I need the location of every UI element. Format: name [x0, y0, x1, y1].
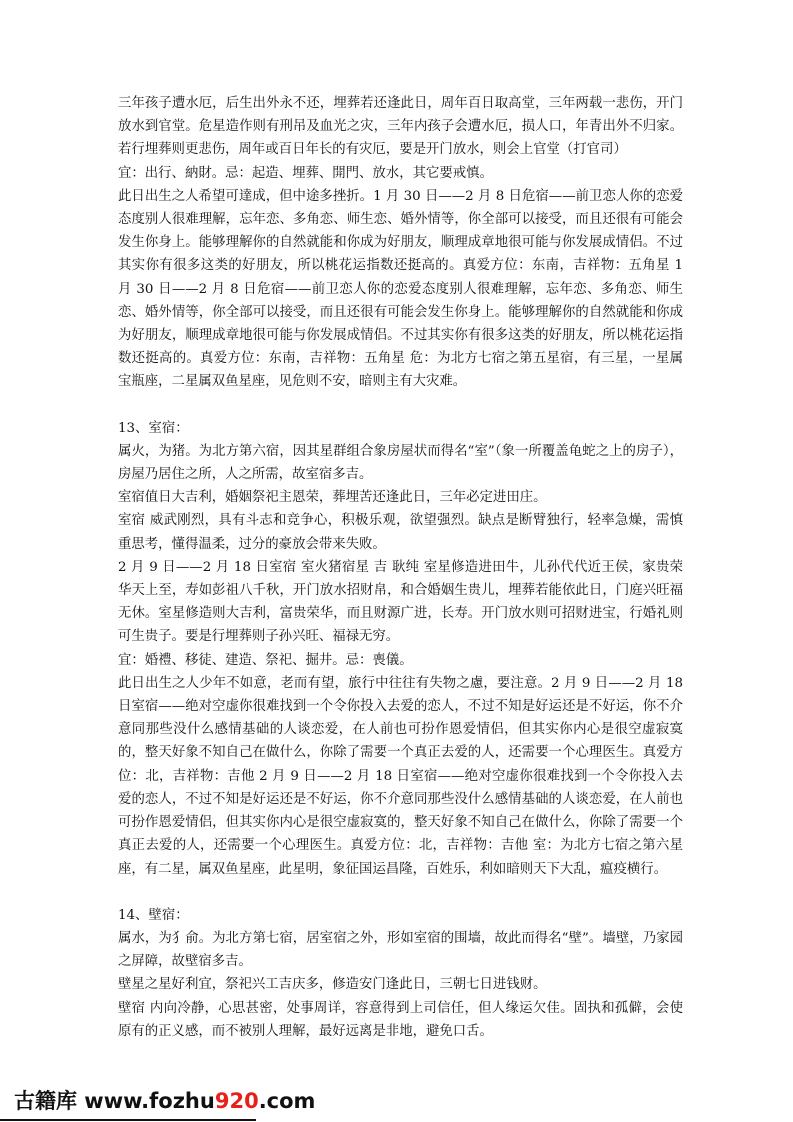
paragraph: 壁星之星好利宜，祭祀兴工吉庆多，修造安门逢此日，三朝七日进钱财。: [118, 977, 547, 993]
paragraph: 宜：出行、納財。忌：起造、埋葬、開門、放水，其它要戒慎。: [118, 165, 493, 181]
watermark-suffix: .com: [258, 1089, 316, 1113]
document-body: [118, 92, 683, 1043]
paragraph: 室宿 威武刚烈，具有斗志和竞争心，积极乐观，欲望强烈。缺点是断臂独行，轻率急燥，需慎重思考，懂得温柔，过分的豪放会带来失败。: [118, 513, 683, 552]
footer-underline: [0, 1119, 256, 1121]
paragraph: 室宿值日大吉利，婚姻祭祀主恩荣，葬埋苦还逢此日，三年必定进田庄。: [118, 490, 547, 506]
paragraph: 宜：婚禮、移徒、建造、祭祀、掘井。忌：喪儀。: [118, 652, 413, 668]
watermark-number: 920: [214, 1089, 259, 1113]
paragraph: 2 月 9 日——2 月 18 日室宿 室火猪宿星 吉 耿纯 室星修造进田牛，儿孙代代近王侯，家贵荣华天上至，寿如彭祖八千秋，开门放水招财帛，和合婚姻生贵儿，埋葬若能依此日，门庭兴旺福无休。室星修造则大吉利，富贵荣华，而且财源广进，长寿。开门放水则可招财进宝，行婚礼则可生贵子。要是行埋葬则子孙兴旺、福禄无穷。: [118, 559, 683, 645]
section-heading: 14、壁宿：: [118, 907, 189, 923]
paragraph: 属水，为犭俞。为北方第七宿，居室宿之外，形如室宿的围墙，故此而得名“壁”。墙壁，乃家园之屏障，故壁宿多吉。: [118, 930, 683, 970]
paragraph-spacer: [118, 881, 683, 904]
section-heading: 13、室宿：: [118, 420, 189, 436]
site-watermark: [14, 1087, 315, 1115]
paragraph: 属火，为猪。为北方第六宿，因其星群组合象房屋状而得名“室”（象一所覆盖龟蛇之上的房子），房屋乃居住之所，人之所需，故室宿多吉。: [118, 443, 683, 483]
watermark-prefix: 古籍库 www.fozhu: [14, 1089, 215, 1113]
paragraph-spacer: [118, 394, 683, 417]
paragraph: 此日出生之人少年不如意，老而有望，旅行中往往有失物之慮，要注意。2 月 9 日——2 月 18 日室宿——绝对空虚你很难找到一个令你投入去爱的恋人，不过不知是好运还是不好运，你不介意同那些没什么感情基础的人谈恋爱，在人前也可扮作恩爱情侣，但其实你内心是很空虚寂寞的，整天好象不知自己在做什么，你除了需要一个真正去爱的人，还需要一个心理医生。真爱方位：北，吉祥物：吉他 2 月 9 日——2 月 18 日室宿——绝对空虚你很难找到一个令你投入去爱的恋人，不过不知是好运还是不好运，你不介意同那些没什么感情基础的人谈恋爱，在人前也可扮作恩爱情侣，但其实你内心是很空虚寂寞的，整天好象不知自己在做什么，你除了需要一个真正去爱的人，还需要一个心理医生。真爱方位：北，吉祥物：吉他 室：为北方七宿之第六星座，有二星，属双鱼星座，此星明，象征国运昌隆，百姓乐，利如暗则天下大乱，瘟疫横行。: [118, 675, 683, 877]
paragraph: 此日出生之人希望可達成，但中途多挫折。1 月 30 日——2 月 8 日危宿——前卫恋人你的恋爱态度别人很难理解，忘年恋、多角恋、师生恋、婚外情等，你全部可以接受，而且还很有可能会发生你身上。能够理解你的自然就能和你成为好朋友，顺理成章地很可能与你发展成情侣。不过其实你有很多这类的好朋友，所以桃花运指数还挺高的。真爱方位：东南，吉祥物：五角星 1 月 30 日——2 月 8 日危宿——前卫恋人你的恋爱态度别人很难理解，忘年恋、多角恋、师生恋、婚外情等，你全部可以接受，而且还很有可能会发生你身上。能够理解你的自然就能和你成为好朋友，顺理成章地很可能与你发展成情侣。不过其实你有很多这类的好朋友，所以桃花运指数还挺高的。真爱方位：东南，吉祥物：五角星 危：为北方七宿之第五星宿，有三星，一星属宝瓶座，二星属双鱼星座，见危则不安，暗则主有大灾难。: [118, 188, 683, 390]
paragraph: 壁宿 内向冷静，心思甚密，处事周详，容意得到上司信任，但人缘运欠佳。固执和孤僻，会使原有的正义感，而不被别人理解，最好远离是非地，避免口舌。: [118, 1000, 683, 1039]
paragraph: 三年孩子遭水厄，后生出外永不还，埋葬若还逢此日，周年百日取高堂，三年两载一悲伤，开门放水到官堂。危星造作则有刑吊及血光之灾，三年内孩子会遭水厄，损人口，年青出外不归家。若行埋葬则更悲伤，周年或百日年长的有灾厄，要是开门放水，则会上官堂（打官司）: [118, 96, 683, 158]
